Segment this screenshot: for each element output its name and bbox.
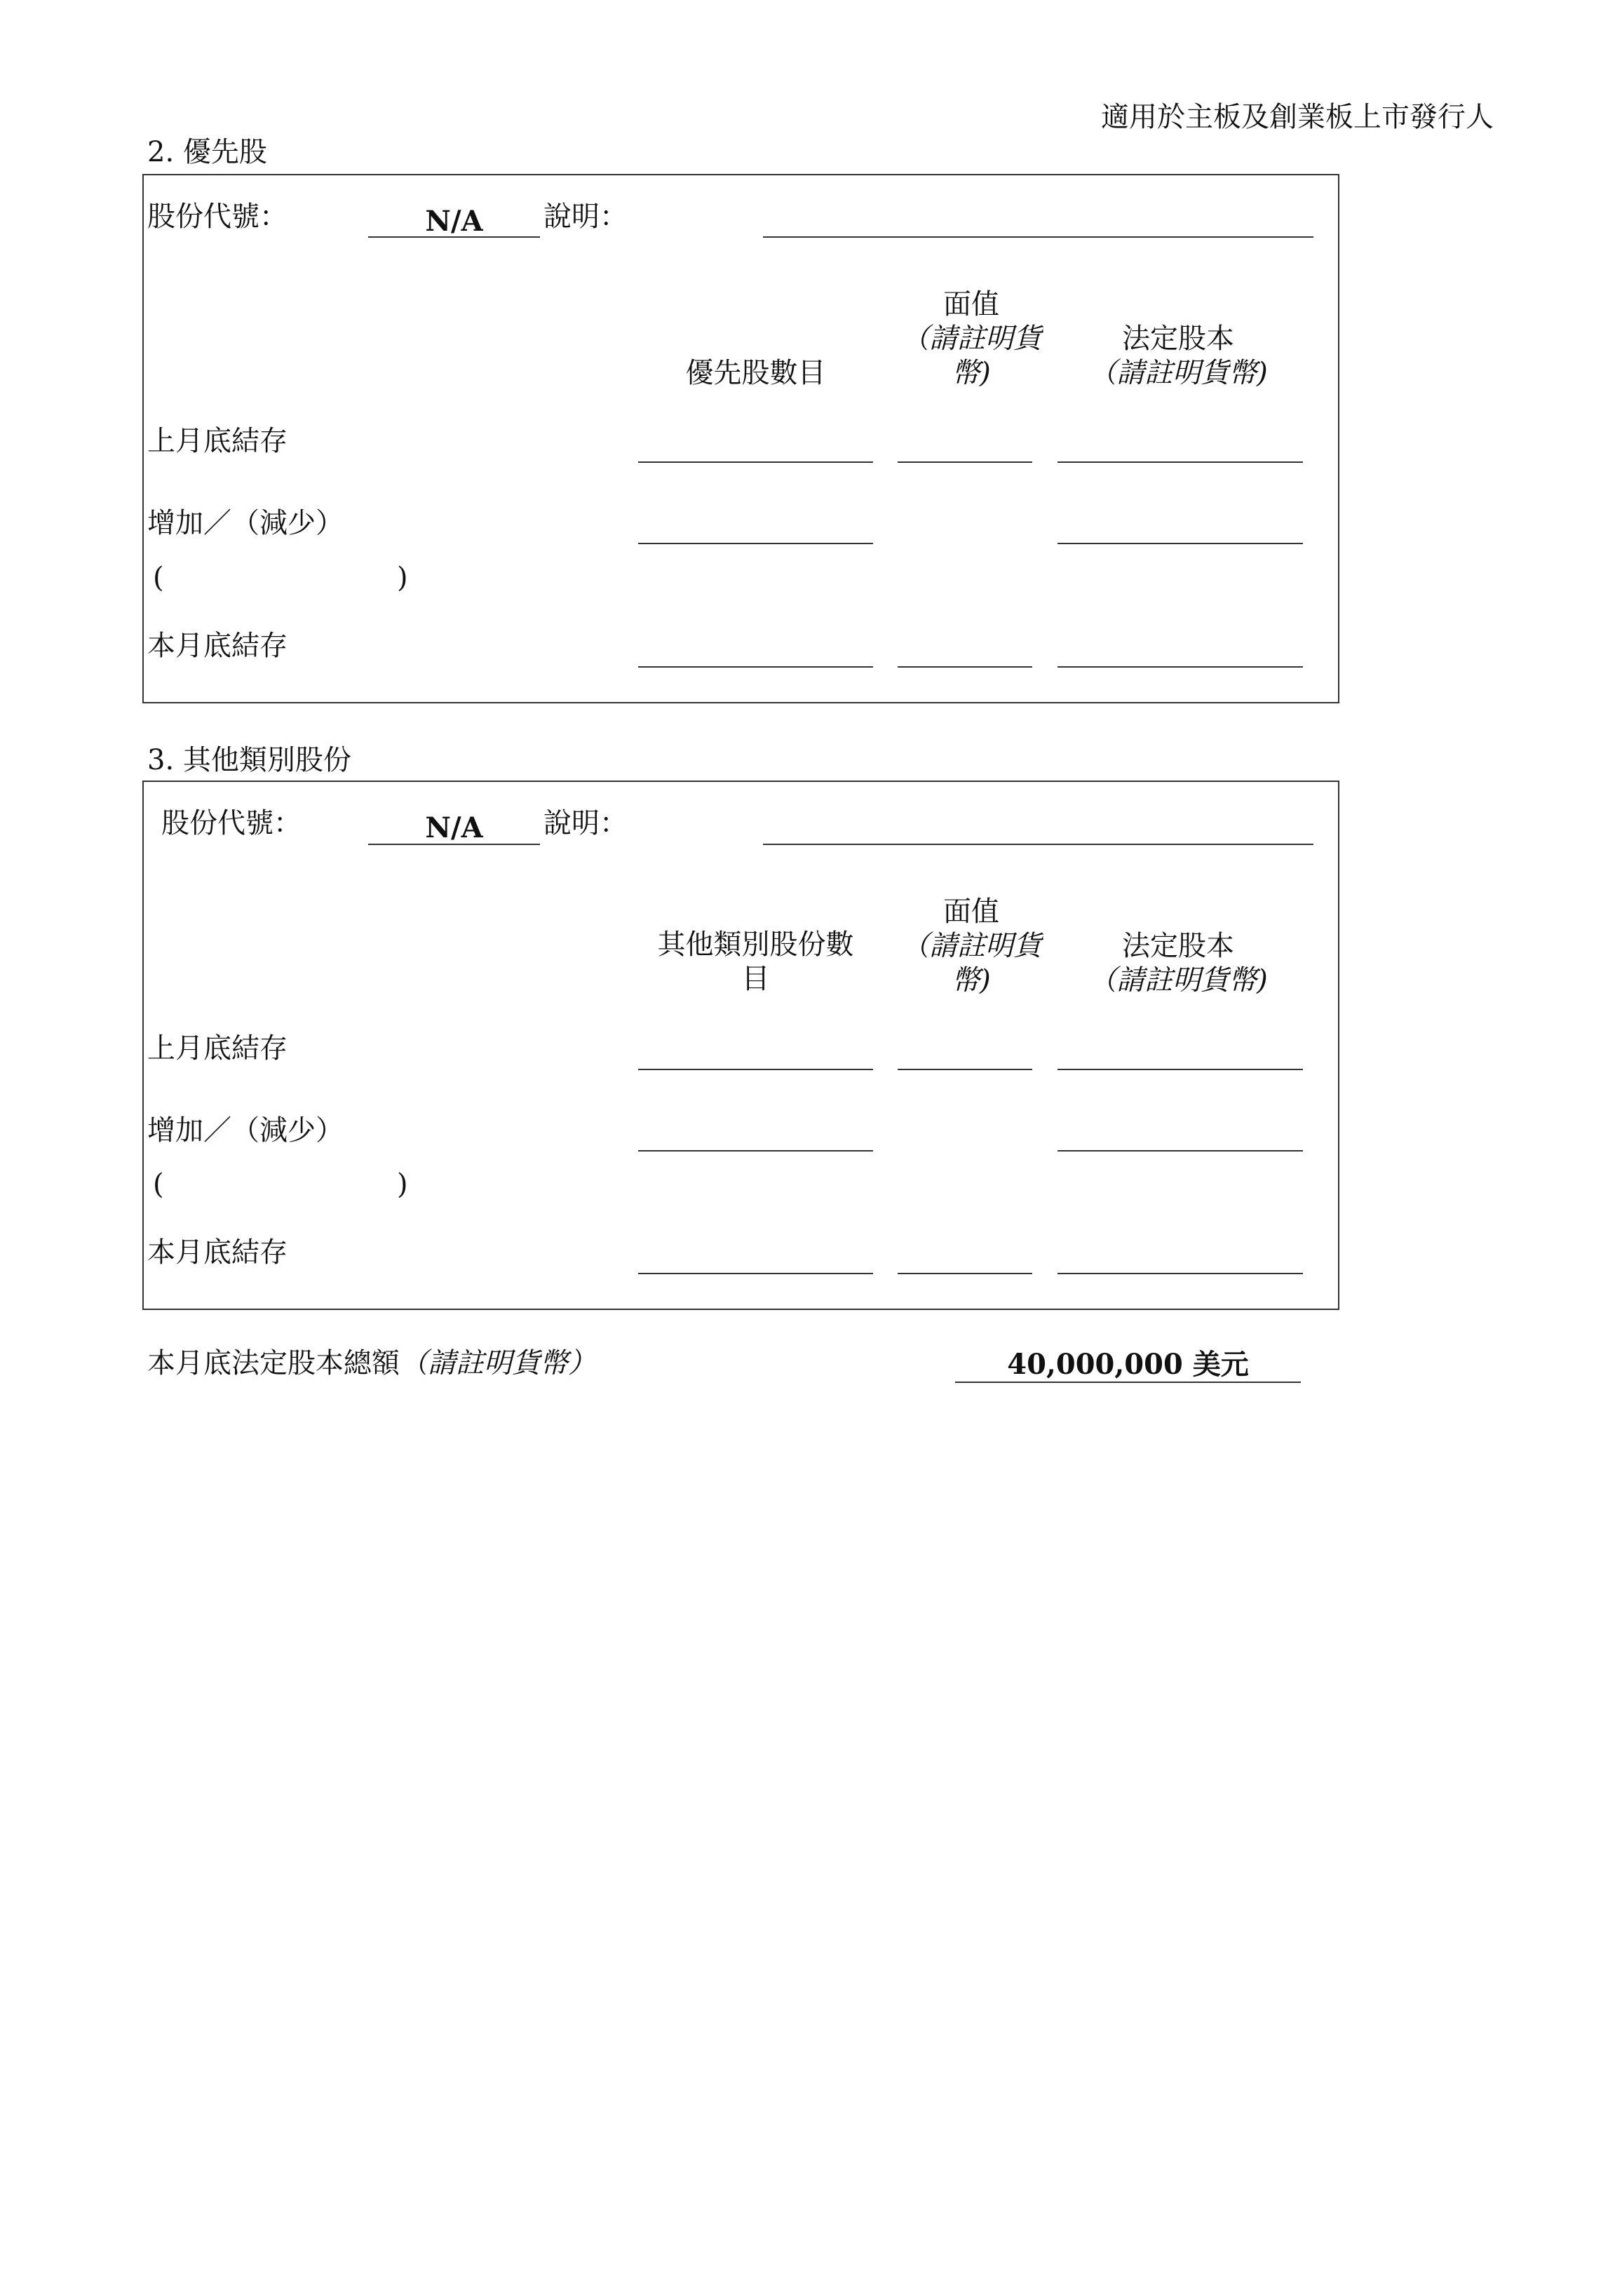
row-label-closing-balance: 本月底結存 [147,630,288,662]
col-header-other-shares: 其他類別股份數 [657,928,854,961]
opening-shares-field[interactable] [638,461,873,463]
opening-par-field[interactable] [898,461,1032,463]
total-label-currency-note: （請註明貨幣） [400,1347,596,1379]
description-label: 說明： [543,201,628,233]
col-header-preference-shares: 優先股數目 [685,357,826,389]
change-capital-field[interactable] [1057,543,1303,544]
bracket-open: ( [153,1168,164,1201]
col-header-par-value: 面值 [943,896,999,928]
bracket-close: ) [397,562,408,594]
col-header-authorised-capital: 法定股本 [1122,930,1234,962]
col-header-authorised-capital: 法定股本 [1122,323,1234,355]
section-title-preference: 2. 優先股 [147,136,267,168]
stock-code-underline [368,844,540,845]
row-label-opening-balance: 上月底結存 [147,425,288,457]
total-value-underline [955,1382,1301,1383]
col-header-par-value-currency-cont: 幣) [952,964,991,997]
col-header-par-value-currency-cont: 幣) [952,357,991,389]
opening-shares-field[interactable] [638,1069,873,1070]
row-label-increase-decrease: 增加／（減少） [147,1114,344,1147]
stock-code-value: N/A [425,205,483,238]
change-shares-field[interactable] [638,543,873,544]
closing-shares-field[interactable] [638,666,873,668]
closing-capital-field[interactable] [1057,1273,1303,1274]
opening-capital-field[interactable] [1057,1069,1303,1070]
closing-capital-field[interactable] [1057,666,1303,668]
stock-code-label: 股份代號： [161,807,302,839]
row-label-increase-decrease: 增加／（減少） [147,507,344,539]
section-title-other-shares: 3. 其他類別股份 [147,744,351,776]
total-authorised-capital-label [147,1346,596,1380]
stock-code-label: 股份代號： [147,201,288,233]
stock-code-value: N/A [425,811,483,844]
col-header-authorised-capital-currency: （請註明貨幣) [1088,357,1268,389]
other-share-table [142,781,1339,1310]
total-label-text: 本月底法定股本總額 [147,1347,400,1379]
stock-code-underline [368,236,540,238]
bracket-open: ( [153,562,164,594]
preference-share-table [142,174,1339,703]
closing-par-field[interactable] [898,666,1032,668]
closing-shares-field[interactable] [638,1273,873,1274]
closing-par-field[interactable] [898,1273,1032,1274]
change-shares-field[interactable] [638,1150,873,1152]
col-header-par-value-currency: （請註明貨 [901,930,1041,962]
opening-capital-field[interactable] [1057,461,1303,463]
col-header-other-shares-cont: 目 [741,963,770,995]
applicability-note: 適用於主板及創業板上市發行人 [1101,101,1494,133]
col-header-authorised-capital-currency: （請註明貨幣) [1088,964,1268,997]
total-authorised-capital-value: 40,000,000 美元 [1007,1348,1249,1381]
description-label: 說明： [543,807,628,839]
row-label-closing-balance: 本月底結存 [147,1236,288,1269]
description-field[interactable] [763,236,1313,238]
change-capital-field[interactable] [1057,1150,1303,1152]
col-header-par-value-currency: （請註明貨 [901,323,1041,355]
bracket-close: ) [397,1168,408,1201]
col-header-par-value: 面值 [943,288,999,320]
description-field[interactable] [763,844,1313,845]
opening-par-field[interactable] [898,1069,1032,1070]
row-label-opening-balance: 上月底結存 [147,1032,288,1065]
